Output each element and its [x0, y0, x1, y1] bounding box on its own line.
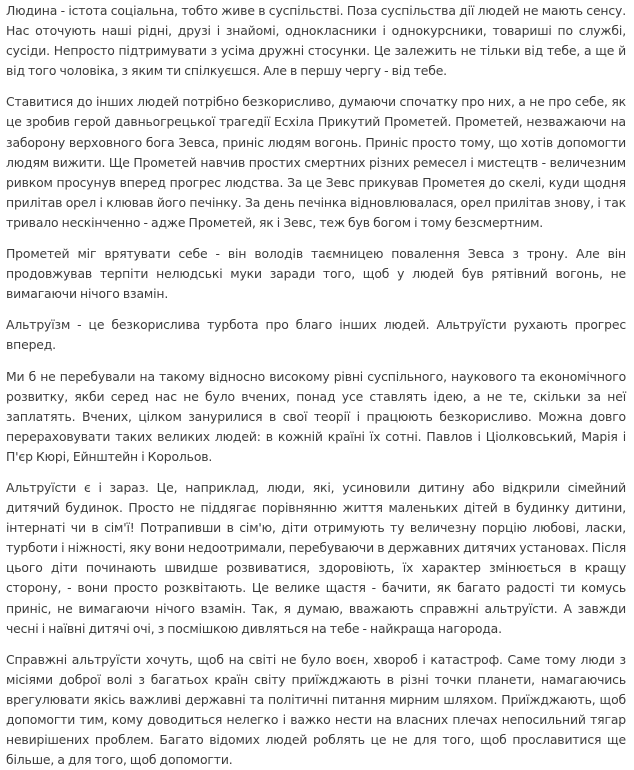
- paragraph-prometheus-sacrifice: Прометей міг врятувати себе - він володів таємницею повалення Зевса з трону. Але він продовжував терпіти нелюдські муки заради того, щоб у людей був рятівний вогонь, не вимагаючи нічого взамін.: [6, 246, 626, 302]
- paragraph-peace-missions: Справжні альтруїсти хочуть, щоб на світі не було воєн, хвороб і катастроф. Саме тому люди з місіями доброї волі з багатьох країн світу приїжджають в різні точки планети, намагаючись врегулювати якісь важливі державні та політичні питання мирним шляхом. Приїжджають, щоб допомогти тим, кому доводиться нелегко і важко нести на власних плечах непосильний тягар невирішених проблем. Багато відомих людей роблять це не для того, щоб прославитися ще більше, а для того, щоб допомогти.: [6, 651, 626, 768]
- paragraph-scientists: Ми б не перебували на такому відносно високому рівні суспільного, наукового та економічного розвитку, якби серед нас не було вчених, понад усе ставлять ідею, а не те, скільки за неї заплатять. Вчених, цілком занурилися в свої теорії і працюють безкорисливо. Можна довго перераховувати таких великих людей: в кожній країні їх сотні. Павлов і Ціолковський, Марія і П'єр Кюрі, Ейнштейн і Корольов.: [6, 368, 626, 464]
- paragraph-altruism-definition: Альтруїзм - це безкорислива турбота про благо інших людей. Альтруїсти рухають прогрес вперед.: [6, 317, 626, 353]
- paragraph-adoption: Альтруїсти є і зараз. Це, наприклад, люди, які, усиновили дитину або відкрили сімейний дитячий будинок. Просто не піддягає порівнянню життя маленьких дітей в будинку дитини, інтернаті чи в сім'ї! Потрапивши в сім'ю, діти отримують ту величезну порцію любові, ласки, турботи і ніжності, яку вони недоотримали, перебуваючи в державних дитячих установах. Після цього діти починають швидше розвиватися, здоровіють, їх характер змінюється в кращу сторону, - вони просто розквітають. Це велике щастя - бачити, як багато радості ти комусь приніс, не вимагаючи нічого взамін. Так, я думаю, вважають справжні альтруїсти. А завжди чесні і наївні дитячі очі, з посмішкою дивляться на тебе - найкраща нагорода.: [6, 479, 626, 636]
- paragraph-prometheus: Ставитися до інших людей потрібно безкорисливо, думаючи спочатку про них, а не про себе, як це зробив герой давньогрецької трагедії Есхіла Прикутий Прометей. Прометей, незважаючи на заборону верховного бога Зевса, приніс людям вогонь. Приніс просто тому, що хотів допомогти людям вижити. Ще Прометей навчив простих смертних різних ремесел і мистецтв - величезним ривком просунув вперед прогрес людства. За це Зевс прикував Прометея до скелі, куди щодня прилітав орел і клював його печінку. За день печінка відновлювалася, орел прилітав знову, і так тривало нескінченно - адже Прометей, як і Зевс, теж був богом і тому безсмертним.: [6, 94, 626, 230]
- paragraph-intro: Людина - істота соціальна, тобто живе в суспільстві. Поза суспільства дії людей не мають сенсу. Нас оточують наші рідні, друзі і знайомі, однокласники і однокурсники, товариші по службі, сусіди. Непросто підтримувати з усіма дружні стосунки. Це залежить не тільки від тебе, а ще й від того чоловіка, з яким ти спілкуєшся. Але в першу чергу - від тебе.: [6, 3, 626, 79]
